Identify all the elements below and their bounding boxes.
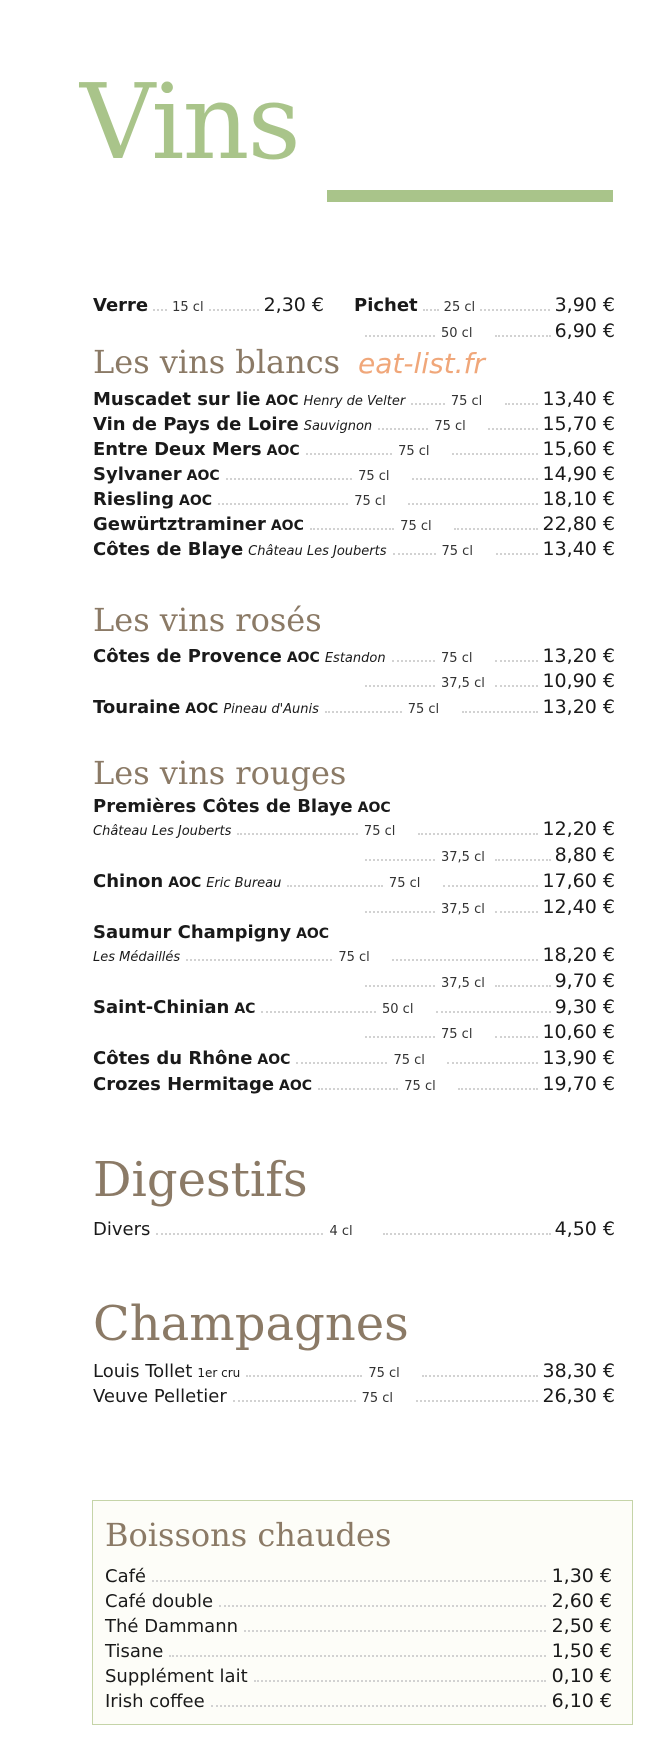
volume: 75 cl [434, 419, 466, 434]
dot-leader [505, 403, 539, 405]
hot-drinks-box [92, 1500, 633, 1725]
price: 0,10 € [551, 1665, 612, 1687]
appellation-label: AOC [186, 468, 220, 484]
wine-row-secondary [93, 970, 615, 994]
dots [423, 309, 439, 311]
volume: 75 cl [338, 950, 370, 965]
wine-name: Côtes du Rhône [93, 1048, 253, 1069]
verre-label: Verre [93, 295, 149, 316]
price: 13,40 € [542, 538, 616, 560]
wine-name: Saint-Chinian [93, 997, 230, 1018]
price: 12,20 € [542, 818, 616, 840]
dot-leader [246, 1375, 362, 1377]
dot-leader [365, 911, 435, 913]
price: 26,30 € [542, 1385, 615, 1407]
wine-name: Riesling [93, 489, 174, 510]
verre-volume: 15 cl [172, 300, 204, 315]
wine-row [93, 818, 615, 842]
wine-producer: Château Les Jouberts [248, 544, 387, 559]
appellation-label: AOC [168, 875, 202, 891]
hot-drink-row [105, 1665, 612, 1689]
dot-leader [392, 660, 435, 662]
wine-name: Louis Tollet [93, 1361, 193, 1382]
section-title-chaudes: Boissons chaudes [105, 1516, 392, 1554]
price: 1,30 € [551, 1565, 612, 1587]
dot-leader [219, 1605, 545, 1607]
dot-leader [211, 1705, 546, 1707]
dot-leader [169, 1655, 545, 1657]
dot-leader [418, 833, 539, 835]
wine-row [93, 438, 615, 462]
dot-leader [495, 859, 551, 861]
dot-leader [156, 1233, 323, 1235]
price: 17,60 € [542, 870, 615, 892]
wine-producer: Sauvignon [303, 419, 373, 434]
wine-name: Veuve Pelletier [93, 1386, 227, 1407]
hot-drink-row [105, 1615, 612, 1639]
wine-producer: Château Les Jouberts [93, 824, 232, 839]
dot-leader [447, 1062, 538, 1064]
wine-row [93, 488, 615, 512]
volume: 75 cl [441, 1027, 473, 1042]
dot-leader [488, 428, 538, 430]
volume: 75 cl [368, 1366, 400, 1381]
drink-name: Thé Dammann [105, 1616, 239, 1637]
section-title-champagnes: Champagnes [93, 1296, 409, 1352]
wine-row [93, 463, 615, 487]
dot-leader [495, 660, 538, 662]
price: 13,40 € [542, 388, 615, 410]
dot-leader [365, 685, 435, 687]
volume: 75 cl [404, 1079, 436, 1094]
drink-name: Tisane [105, 1641, 164, 1662]
volume: 75 cl [441, 544, 473, 559]
dot-leader [233, 1400, 356, 1402]
dots [495, 335, 551, 337]
dot-leader [462, 711, 539, 713]
wine-row [93, 1360, 615, 1384]
dot-leader [411, 403, 445, 405]
price: 2,50 € [551, 1615, 612, 1637]
wine-name: Gewürtztraminer [93, 514, 266, 535]
dot-leader [152, 1580, 546, 1582]
pichet-volume-2: 50 cl [441, 326, 473, 341]
volume: 37,5 cl [441, 976, 485, 991]
dot-leader [325, 711, 402, 713]
dot-leader [452, 453, 538, 455]
dot-leader [393, 553, 436, 555]
pichet-price-1: 3,90 € [554, 294, 615, 316]
wine-name: Sylvaner [93, 464, 182, 485]
price: 10,90 € [542, 670, 615, 692]
hot-drink-row [105, 1640, 612, 1664]
price: 18,10 € [542, 488, 616, 510]
appellation-label: AOC [270, 518, 304, 534]
pichet-price-2: 6,90 € [554, 320, 615, 342]
dots [480, 309, 549, 311]
wine-row [93, 1047, 615, 1071]
dot-leader [495, 911, 538, 913]
wine-name: Vin de Pays de Loire [93, 414, 299, 435]
wine-name: Muscadet sur lie [93, 389, 261, 410]
price: 13,90 € [542, 1047, 616, 1069]
hot-drink-row [105, 1690, 612, 1714]
drink-name: Café [105, 1566, 147, 1587]
wine-name: Chinon [93, 871, 164, 892]
price: 10,60 € [542, 1021, 615, 1043]
dot-leader [365, 985, 435, 987]
appellation-label: AOC [179, 493, 213, 509]
appellation-label: AOC [266, 443, 300, 459]
volume: 37,5 cl [441, 850, 485, 865]
dot-leader [422, 1375, 538, 1377]
volume: 75 cl [388, 876, 421, 891]
wine-row [93, 538, 615, 562]
appellation-label: AOC [357, 800, 391, 816]
dot-leader [287, 885, 383, 887]
appellation-label: AOC [286, 650, 320, 666]
pichet-row-2 [93, 320, 615, 344]
wine-producer: Les Médaillés [93, 950, 181, 965]
drink-name: Irish coffee [105, 1691, 205, 1712]
volume: 75 cl [398, 444, 430, 459]
price: 8,80 € [554, 844, 615, 866]
price: 15,60 € [542, 438, 616, 460]
dot-leader [495, 685, 538, 687]
volume: 75 cl [393, 1053, 425, 1068]
dot-leader [495, 985, 551, 987]
appellation-label: AC [234, 1001, 256, 1017]
volume: 37,5 cl [441, 902, 485, 917]
glass-pitcher-row [93, 294, 615, 320]
wine-row-secondary [93, 670, 615, 694]
dot-leader [318, 1088, 398, 1090]
wine-row [93, 513, 615, 537]
appellation-label: AOC [265, 393, 299, 409]
wine-row [93, 870, 615, 894]
dot-leader [310, 528, 394, 530]
price: 13,20 € [542, 645, 615, 667]
dot-leader [412, 478, 538, 480]
dot-leader [254, 1680, 546, 1682]
wine-row [93, 388, 615, 412]
price: 6,10 € [551, 1690, 612, 1712]
section-title-rouges: Les vins rouges [93, 754, 347, 792]
wine-producer: Estandon [324, 651, 386, 666]
title-rule [327, 190, 613, 202]
wine-name-row [93, 796, 615, 820]
price: 2,60 € [551, 1590, 612, 1612]
volume: 50 cl [382, 1002, 414, 1017]
price: 9,70 € [554, 970, 615, 992]
wine-row-secondary [93, 1021, 615, 1045]
dot-leader [296, 1062, 387, 1064]
wine-name: Premières Côtes de Blaye [93, 796, 353, 817]
dot-leader [436, 1011, 551, 1013]
appellation-label: AOC [279, 1078, 313, 1094]
appellation-label: AOC [185, 701, 219, 717]
hot-drink-row [105, 1565, 612, 1589]
wine-row [93, 645, 615, 669]
volume: 75 cl [400, 519, 432, 534]
price: 38,30 € [542, 1360, 616, 1382]
wine-producer: Eric Bureau [206, 876, 282, 891]
appellation-label: AOC [257, 1052, 291, 1068]
dot-leader [443, 885, 539, 887]
drink-name: Supplément lait [105, 1666, 248, 1687]
volume: 75 cl [450, 394, 483, 409]
dot-leader [458, 1088, 538, 1090]
price: 12,40 € [542, 896, 615, 918]
dot-leader [237, 833, 358, 835]
dot-leader [244, 1630, 546, 1632]
wine-row [93, 413, 615, 437]
section-title-roses: Les vins rosés [93, 601, 322, 639]
dot-leader [454, 528, 538, 530]
wine-name: Crozes Hermitage [93, 1074, 275, 1095]
volume: 75 cl [361, 1391, 394, 1406]
dot-leader [261, 1011, 376, 1013]
price: 18,20 € [542, 944, 615, 966]
price: 9,30 € [554, 996, 616, 1018]
wine-row [93, 996, 615, 1020]
page-title: Vins [80, 61, 299, 183]
dot-leader [383, 1233, 550, 1235]
volume: 75 cl [441, 651, 473, 666]
dot-leader [416, 1400, 539, 1402]
dot-leader [365, 1036, 435, 1038]
dot-leader [378, 428, 428, 430]
wine-row [93, 1385, 615, 1409]
wine-name: Côtes de Blaye [93, 539, 244, 560]
wine-row [93, 696, 615, 720]
wine-name: Touraine [93, 697, 181, 718]
wine-row [93, 1073, 615, 1097]
wine-name: Saumur Champigny [93, 922, 292, 943]
dot-leader [495, 1036, 538, 1038]
dots [209, 309, 259, 311]
price: 22,80 € [542, 513, 616, 535]
appellation-label: AOC [296, 926, 330, 942]
section-title-blancs: Les vins blancs eat-list.fr [93, 343, 485, 381]
verre-price: 2,30 € [263, 294, 324, 316]
price: 1,50 € [551, 1640, 612, 1662]
dot-leader [392, 959, 538, 961]
wine-row [93, 1218, 615, 1242]
dot-leader [408, 503, 538, 505]
dot-leader [186, 959, 332, 961]
pichet-label: Pichet [354, 295, 418, 316]
dot-leader [496, 553, 539, 555]
dot-leader [365, 859, 435, 861]
dots [365, 335, 435, 337]
volume: 37,5 cl [441, 676, 485, 691]
dot-leader [226, 478, 352, 480]
volume: 75 cl [407, 702, 440, 717]
price: 4,50 € [554, 1218, 615, 1240]
price: 15,70 € [542, 413, 615, 435]
wine-row-secondary [93, 896, 615, 920]
volume: 75 cl [358, 469, 390, 484]
watermark: eat-list.fr [358, 347, 485, 380]
dot-leader [306, 453, 392, 455]
wine-producer: Pineau d'Aunis [223, 702, 319, 717]
dot-leader [218, 503, 348, 505]
volume: 75 cl [363, 824, 396, 839]
wine-name: Entre Deux Mers [93, 439, 262, 460]
cru-note: 1er cru [197, 1366, 241, 1380]
wine-name-row [93, 922, 615, 946]
wine-row-secondary [93, 844, 615, 868]
wine-name: Côtes de Provence [93, 646, 282, 667]
drink-name: Café double [105, 1591, 214, 1612]
price: 19,70 € [542, 1073, 615, 1095]
pichet-volume-1: 25 cl [443, 300, 476, 315]
wine-name: Divers [93, 1219, 151, 1240]
wine-row [93, 944, 615, 968]
price: 13,20 € [542, 696, 616, 718]
wine-producer: Henry de Velter [303, 394, 406, 409]
volume: 75 cl [354, 494, 386, 509]
dots [153, 309, 167, 311]
hot-drink-row [105, 1590, 612, 1614]
volume: 4 cl [329, 1224, 353, 1239]
price: 14,90 € [542, 463, 616, 485]
section-title-digestifs: Digestifs [93, 1152, 308, 1208]
